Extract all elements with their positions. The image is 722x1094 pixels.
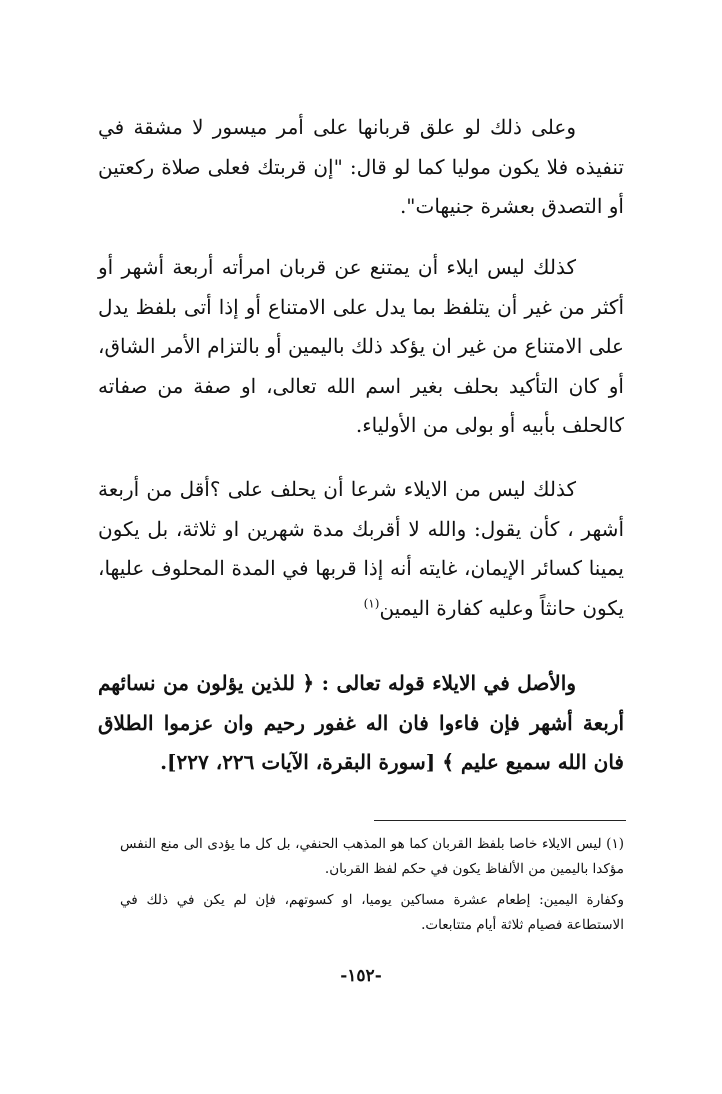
paragraph-3 [98,470,624,628]
paragraph-1-text: وعلى ذلك لو علق قربانها على أمر ميسور لا مشقة في تنفيذه فلا يكون موليا كما لو قال: "إن قربتك فعلى صلاة ركعتين أو التصدق بعشرة جنيهات". [98,115,624,218]
quran-verse: ﴿ للذين يؤلون من نسائهم أربعة أشهر فإن فاءوا فان اله غفور رحيم وان عزموا الطلاق فان الله سميع عليم ﴾ [98,671,624,774]
page-number: -١٥٢- [340,966,382,986]
paragraph-2 [98,248,624,446]
paragraph-1 [98,108,624,227]
paragraph-4-intro: والأصل في الايلاء قوله تعالى : [314,671,576,695]
paragraph-2-text: كذلك ليس ايلاء أن يمتنع عن قربان امرأته أربعة أشهر أو أكثر من غير أن يتلفظ بما يدل على الامتناع أو إذا أتى بلفظ يدل على الامتناع من غير ان يؤكد ذلك باليمين أو بالتزام الأمر الشاق، أو كان التأكيد بحلف بغير اسم الله تعالى، او صفة من صفاته كالحلف بأبيه أو بولى من الأولياء. [98,255,624,437]
footnote-2: وكفارة اليمين: إطعام عشرة مساكين يوميا، او كسوتهم، فإن لم يكن في ذلك في الاستطاعة فصيام ثلاثة أيام متتابعات. [120,892,624,933]
footnote-divider [374,820,626,821]
paragraph-4 [98,664,624,783]
verse-citation: [سورة البقرة، الآيات ٢٢٦، ٢٢٧]. [160,750,443,774]
paragraph-3-text: كذلك ليس من الايلاء شرعا أن يحلف على ؟أقل من أربعة أشهر ، كأن يقول: والله لا أقربك مدة شهرين او ثلاثة، بل يكون يمينا كسائر الإيمان، غايته أنه إذا قربها في المدة المحلوف عليها، يكون حانثاً وعليه كفارة اليمين [98,477,624,620]
footnote-reference: (١) [363,595,380,610]
footnote-1: (١) ليس الايلاء خاصا بلفظ القربان كما هو المذهب الحنفي، بل كل ما يؤدى الى منع النفس مؤكدا باليمين من الألفاظ يكون في حكم لفظ القربان. [120,836,624,877]
